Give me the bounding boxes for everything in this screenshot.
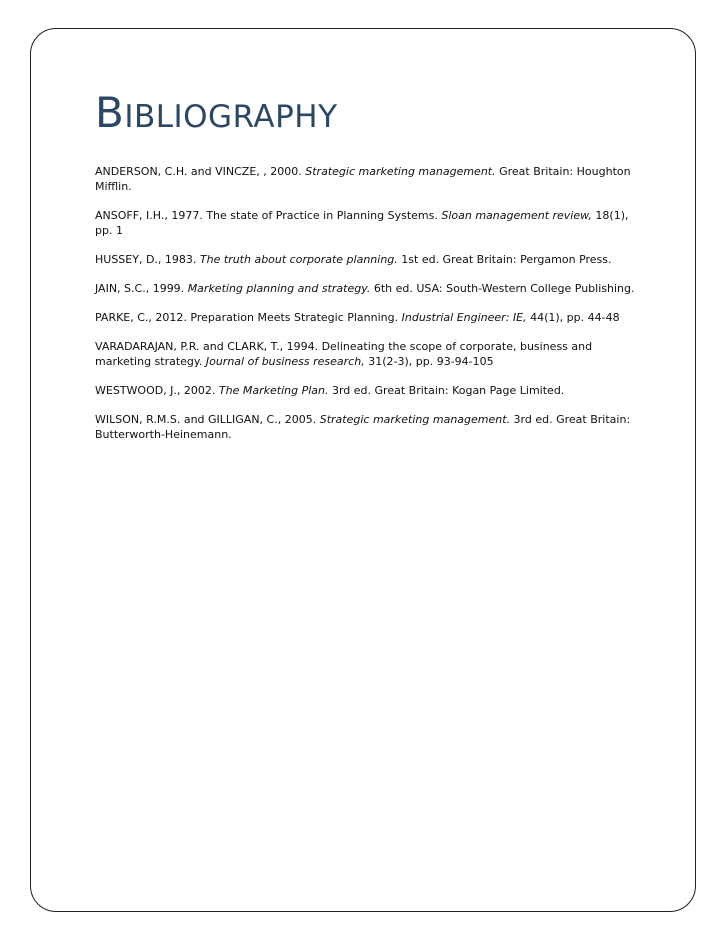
reference-text: JAIN, S.C., 1999. <box>95 282 188 295</box>
reference-text: 6th ed. USA: South-Western College Publishing. <box>370 282 635 295</box>
reference-text: 1st ed. Great Britain: Pergamon Press. <box>397 253 612 266</box>
reference-list <box>95 164 640 442</box>
reference-text: 3rd ed. Great Britain: Kogan Page Limited. <box>328 384 565 397</box>
reference-title: Industrial Engineer: IE, <box>401 311 527 324</box>
reference-text: ANDERSON, C.H. and VINCZE, , 2000. <box>95 165 306 178</box>
reference-title: Sloan management review, <box>441 209 592 222</box>
reference-text: HUSSEY, D., 1983. <box>95 253 200 266</box>
reference-text: WESTWOOD, J., 2002. <box>95 384 219 397</box>
title-rest: IBLIOGRAPHY <box>124 99 338 135</box>
reference-entry <box>95 164 640 194</box>
reference-text: 31(2-3), pp. 93-94-105 <box>364 355 494 368</box>
reference-entry <box>95 310 640 325</box>
reference-text: PARKE, C., 2012. Preparation Meets Strategic Planning. <box>95 311 402 324</box>
reference-text: ANSOFF, I.H., 1977. The state of Practice in Planning Systems. <box>95 209 442 222</box>
reference-entry <box>95 383 640 398</box>
reference-entry <box>95 281 640 296</box>
reference-title: Journal of business research, <box>205 355 365 368</box>
reference-entry <box>95 208 640 238</box>
reference-entry <box>95 412 640 442</box>
reference-title: Marketing planning and strategy. <box>187 282 371 295</box>
reference-text: 44(1), pp. 44-48 <box>526 311 620 324</box>
reference-text: 18(1), pp. 1 <box>95 209 629 237</box>
reference-title: The truth about corporate planning. <box>199 253 398 266</box>
reference-text: 3rd ed. Great Britain: Butterworth-Heinemann. <box>95 413 631 441</box>
reference-entry <box>95 252 640 267</box>
reference-title: Strategic marketing management. <box>305 165 496 178</box>
reference-text: Great Britain: Houghton Mifflin. <box>95 165 631 193</box>
reference-title: The Marketing Plan. <box>218 384 329 397</box>
reference-entry <box>95 339 640 369</box>
reference-text: VARADARAJAN, P.R. and CLARK, T., 1994. Delineating the scope of corporate, business and marketing strategy. <box>95 340 593 368</box>
reference-title: Strategic marketing management. <box>319 413 511 426</box>
reference-text: WILSON, R.M.S. and GILLIGAN, C., 2005. <box>95 413 320 426</box>
title-initial: B <box>95 88 125 137</box>
bibliography-section <box>95 88 640 456</box>
page-title <box>95 88 640 137</box>
